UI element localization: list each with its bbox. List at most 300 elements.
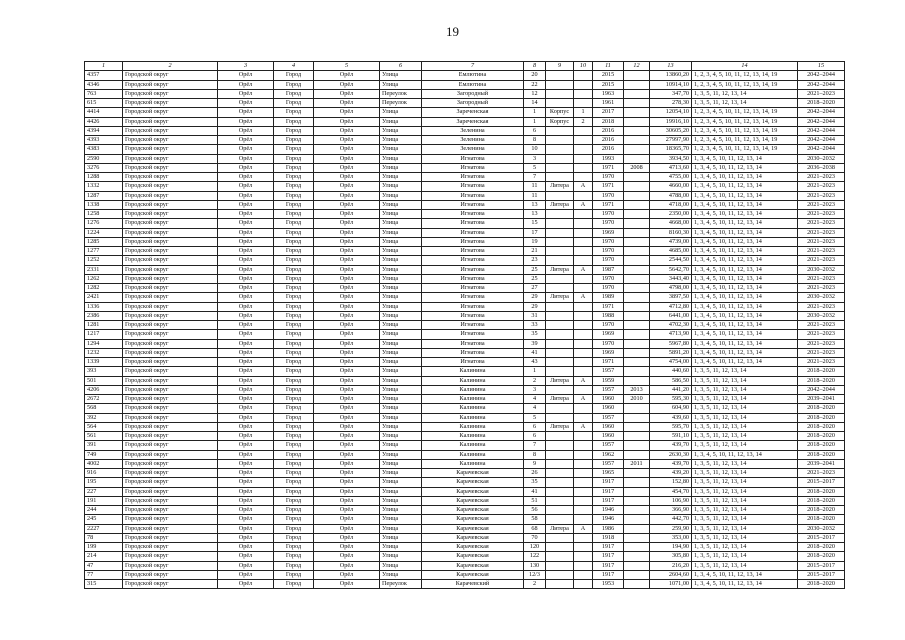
table-cell: 1970: [593, 256, 624, 265]
table-cell: 1, 3, 4, 5, 10, 11, 12, 13, 14: [692, 163, 798, 172]
table-cell: [574, 330, 593, 339]
table-cell: 2030–2032: [798, 154, 845, 163]
table-row: [85, 422, 845, 431]
table-cell: 1: [524, 367, 546, 376]
table-cell: 2018–2020: [798, 367, 845, 376]
table-cell: 2042–2044: [798, 145, 845, 154]
table-cell: Городской округ: [123, 228, 218, 237]
table-cell: [574, 191, 593, 200]
table-cell: 2018: [593, 117, 624, 126]
table-cell: Городской округ: [123, 432, 218, 441]
table-cell: Зареченская: [422, 108, 524, 117]
table-cell: 1, 3, 4, 5, 10, 11, 12, 13, 14: [692, 274, 798, 283]
table-cell: [574, 247, 593, 256]
table-cell: [574, 311, 593, 320]
table-cell: Улица: [380, 404, 422, 413]
table-row: [85, 487, 845, 496]
column-header: 8: [524, 62, 546, 71]
table-cell: Городской округ: [123, 200, 218, 209]
table-cell: 4739,00: [650, 237, 692, 246]
table-row: [85, 256, 845, 265]
table-cell: 561: [85, 432, 123, 441]
table-cell: [624, 321, 650, 330]
table-cell: 14: [524, 99, 546, 108]
table-cell: [574, 561, 593, 570]
table-cell: 2018–2020: [798, 432, 845, 441]
table-cell: Улица: [380, 515, 422, 524]
table-cell: Улица: [380, 117, 422, 126]
table-cell: 1961: [593, 99, 624, 108]
table-cell: Городской округ: [123, 293, 218, 302]
table-cell: [546, 469, 574, 478]
table-cell: [574, 80, 593, 89]
table-cell: Городской округ: [123, 80, 218, 89]
table-row: [85, 99, 845, 108]
table-cell: 1, 3, 5, 11, 12, 13, 14: [692, 552, 798, 561]
table-cell: 1957: [593, 413, 624, 422]
table-row: [85, 71, 845, 80]
table-cell: [624, 404, 650, 413]
table-cell: 1969: [593, 330, 624, 339]
table-cell: 1989: [593, 293, 624, 302]
table-cell: 4394: [85, 126, 123, 135]
table-cell: Улица: [380, 154, 422, 163]
table-cell: Городской округ: [123, 496, 218, 505]
table-cell: Городской округ: [123, 385, 218, 394]
table-cell: Карачевская: [422, 543, 524, 552]
table-cell: Городской округ: [123, 330, 218, 339]
table-cell: Игнатова: [422, 154, 524, 163]
table-cell: 278,30: [650, 99, 692, 108]
table-row: [85, 126, 845, 135]
table-cell: 2017: [593, 108, 624, 117]
table-cell: Орёл: [314, 543, 380, 552]
table-cell: [624, 302, 650, 311]
table-cell: Игнатова: [422, 293, 524, 302]
table-cell: 194,90: [650, 543, 692, 552]
table-cell: Орёл: [218, 247, 274, 256]
table-cell: Орёл: [218, 219, 274, 228]
table-cell: 2015–2017: [798, 478, 845, 487]
table-cell: Орёл: [218, 543, 274, 552]
table-cell: 1, 3, 5, 11, 12, 13, 14: [692, 367, 798, 376]
table-cell: Улица: [380, 182, 422, 191]
table-cell: [574, 506, 593, 515]
table-cell: Улица: [380, 496, 422, 505]
table-cell: [624, 274, 650, 283]
table-row: [85, 173, 845, 182]
table-cell: 2021–2023: [798, 321, 845, 330]
table-cell: 1969: [593, 228, 624, 237]
table-row: [85, 506, 845, 515]
table-cell: 305,80: [650, 552, 692, 561]
table-cell: 615: [85, 99, 123, 108]
table-cell: 4383: [85, 145, 123, 154]
table-cell: Орёл: [314, 450, 380, 459]
table-cell: Орёл: [218, 126, 274, 135]
table-cell: 2021–2023: [798, 210, 845, 219]
table-cell: Городской округ: [123, 284, 218, 293]
table-cell: Орёл: [218, 506, 274, 515]
table-row: [85, 89, 845, 98]
table-cell: 29: [524, 293, 546, 302]
table-cell: Городской округ: [123, 580, 218, 589]
table-cell: 1281: [85, 321, 123, 330]
table-cell: Город: [274, 293, 314, 302]
table-cell: 1, 3, 5, 11, 12, 13, 14: [692, 515, 798, 524]
table-cell: 1232: [85, 348, 123, 357]
table-cell: Орёл: [218, 330, 274, 339]
table-cell: Городской округ: [123, 210, 218, 219]
table-cell: Улица: [380, 274, 422, 283]
table-cell: [624, 80, 650, 89]
table-cell: 1, 3, 4, 5, 10, 11, 12, 13, 14: [692, 228, 798, 237]
table-row: [85, 321, 845, 330]
table-cell: Зеленина: [422, 126, 524, 135]
column-header: 1: [85, 62, 123, 71]
table-cell: 1970: [593, 219, 624, 228]
table-cell: Улица: [380, 302, 422, 311]
table-row: [85, 182, 845, 191]
table-cell: 2042–2044: [798, 71, 845, 80]
table-cell: Орёл: [314, 71, 380, 80]
table-cell: 2030–2032: [798, 311, 845, 320]
table-cell: [546, 441, 574, 450]
table-cell: 2021–2023: [798, 228, 845, 237]
table-cell: 2021–2023: [798, 237, 845, 246]
table-cell: Городской округ: [123, 71, 218, 80]
table-cell: [624, 478, 650, 487]
table-cell: Город: [274, 543, 314, 552]
table-cell: [546, 191, 574, 200]
table-cell: [624, 191, 650, 200]
table-cell: [624, 182, 650, 191]
table-cell: Город: [274, 302, 314, 311]
table-cell: Орёл: [218, 533, 274, 542]
table-cell: Город: [274, 385, 314, 394]
table-cell: 4668,00: [650, 219, 692, 228]
table-cell: 1970: [593, 284, 624, 293]
table-cell: 19916,10: [650, 117, 692, 126]
table-cell: Улица: [380, 561, 422, 570]
table-cell: Орёл: [218, 450, 274, 459]
table-cell: 1917: [593, 487, 624, 496]
table-cell: Орёл: [218, 422, 274, 431]
table-cell: Городской округ: [123, 404, 218, 413]
table-cell: Город: [274, 145, 314, 154]
table-cell: [574, 99, 593, 108]
table-cell: Городской округ: [123, 441, 218, 450]
table-cell: Орёл: [314, 533, 380, 542]
table-cell: Город: [274, 506, 314, 515]
table-cell: [574, 432, 593, 441]
table-cell: Город: [274, 459, 314, 468]
table-cell: Орёл: [314, 136, 380, 145]
table-cell: 227: [85, 487, 123, 496]
table-cell: [574, 154, 593, 163]
table-cell: 2011: [624, 459, 650, 468]
table-cell: [624, 247, 650, 256]
table-cell: 1986: [593, 524, 624, 533]
table-cell: 5642,70: [650, 265, 692, 274]
table-cell: 13: [524, 200, 546, 209]
table-cell: 1917: [593, 496, 624, 505]
table-cell: 2021–2023: [798, 182, 845, 191]
table-cell: Орёл: [218, 228, 274, 237]
table-cell: [624, 413, 650, 422]
table-row: [85, 237, 845, 246]
table-cell: 568: [85, 404, 123, 413]
table-cell: 1, 3, 5, 11, 12, 13, 14: [692, 543, 798, 552]
table-cell: Городской округ: [123, 478, 218, 487]
table-row: [85, 191, 845, 200]
table-cell: Город: [274, 321, 314, 330]
table-cell: 19: [524, 237, 546, 246]
table-cell: Литера: [546, 422, 574, 431]
table-cell: 2015: [593, 71, 624, 80]
table-cell: 7: [524, 441, 546, 450]
table-cell: 2018–2020: [798, 496, 845, 505]
table-cell: 35: [524, 478, 546, 487]
table-cell: Город: [274, 580, 314, 589]
table-cell: 2331: [85, 265, 123, 274]
table-cell: Орёл: [314, 385, 380, 394]
table-cell: [624, 441, 650, 450]
table-cell: 2030–2032: [798, 524, 845, 533]
table-cell: Городской округ: [123, 515, 218, 524]
table-cell: 2021–2023: [798, 469, 845, 478]
table-cell: 25: [524, 274, 546, 283]
table-cell: Город: [274, 274, 314, 283]
table-cell: 1, 3, 4, 5, 10, 11, 12, 13, 14: [692, 311, 798, 320]
table-cell: Калинина: [422, 367, 524, 376]
table-cell: 1332: [85, 182, 123, 191]
table-cell: Город: [274, 367, 314, 376]
table-cell: [546, 89, 574, 98]
table-cell: Городской округ: [123, 117, 218, 126]
table-cell: 1, 3, 4, 5, 10, 11, 12, 13, 14: [692, 302, 798, 311]
table-row: [85, 478, 845, 487]
table-cell: 33: [524, 321, 546, 330]
table-row: [85, 145, 845, 154]
table-cell: 2042–2044: [798, 117, 845, 126]
table-cell: 1960: [593, 432, 624, 441]
table-cell: 11: [524, 182, 546, 191]
table-row: [85, 274, 845, 283]
table-cell: 1957: [593, 385, 624, 394]
table-row: [85, 348, 845, 357]
table-cell: Калинина: [422, 450, 524, 459]
table-cell: 1957: [593, 441, 624, 450]
table-cell: [546, 580, 574, 589]
table-cell: Орёл: [314, 182, 380, 191]
table-cell: Калинина: [422, 395, 524, 404]
table-cell: 2039–2041: [798, 395, 845, 404]
table-cell: 454,70: [650, 487, 692, 496]
table-cell: Улица: [380, 469, 422, 478]
table-cell: 1962: [593, 450, 624, 459]
table-cell: Игнатова: [422, 173, 524, 182]
table-cell: Литера: [546, 265, 574, 274]
table-cell: [546, 126, 574, 135]
table-cell: 1, 3, 4, 5, 10, 11, 12, 13, 14: [692, 210, 798, 219]
table-cell: 2016: [593, 126, 624, 135]
table-cell: Улица: [380, 376, 422, 385]
table-cell: [546, 570, 574, 579]
table-cell: 2030–2032: [798, 293, 845, 302]
column-header: 11: [593, 62, 624, 71]
table-cell: Улица: [380, 339, 422, 348]
table-cell: 2015–2017: [798, 561, 845, 570]
table-cell: Орёл: [314, 117, 380, 126]
table-cell: Городской округ: [123, 395, 218, 404]
table-cell: Карачевская: [422, 533, 524, 542]
table-cell: 1960: [593, 404, 624, 413]
table-cell: 1282: [85, 284, 123, 293]
table-cell: [624, 293, 650, 302]
table-cell: [574, 450, 593, 459]
table-cell: Улица: [380, 358, 422, 367]
table-cell: Орёл: [218, 256, 274, 265]
table-cell: Орёл: [218, 496, 274, 505]
table-cell: 347,70: [650, 89, 692, 98]
table-cell: [574, 478, 593, 487]
table-cell: [546, 506, 574, 515]
table-cell: Орёл: [314, 228, 380, 237]
column-header: 2: [123, 62, 218, 71]
table-cell: Город: [274, 348, 314, 357]
table-cell: 1, 3, 4, 5, 10, 11, 12, 13, 14: [692, 256, 798, 265]
table-cell: 2018–2020: [798, 422, 845, 431]
table-cell: 1, 3, 4, 5, 10, 11, 12, 13, 14: [692, 219, 798, 228]
table-cell: Игнатова: [422, 163, 524, 172]
table-cell: [546, 450, 574, 459]
table-cell: 1, 3, 5, 11, 12, 13, 14: [692, 89, 798, 98]
table-cell: [574, 163, 593, 172]
table-cell: Городской округ: [123, 163, 218, 172]
table-cell: 2018–2020: [798, 441, 845, 450]
table-cell: [574, 580, 593, 589]
table-cell: 2036–2038: [798, 163, 845, 172]
table-cell: Городской округ: [123, 552, 218, 561]
table-cell: Город: [274, 422, 314, 431]
table-cell: 440,60: [650, 367, 692, 376]
table-cell: Улица: [380, 321, 422, 330]
table-cell: Город: [274, 126, 314, 135]
table-cell: 1970: [593, 321, 624, 330]
table-cell: 749: [85, 450, 123, 459]
table-cell: Орёл: [218, 89, 274, 98]
table-cell: Город: [274, 284, 314, 293]
table-cell: 1224: [85, 228, 123, 237]
table-cell: 17: [524, 228, 546, 237]
table-row: [85, 247, 845, 256]
table-cell: Литера: [546, 293, 574, 302]
table-cell: Орёл: [218, 71, 274, 80]
table-cell: [574, 339, 593, 348]
table-cell: 1, 3, 4, 5, 10, 11, 12, 13, 14: [692, 173, 798, 182]
table-cell: 2544,50: [650, 256, 692, 265]
table-cell: [574, 367, 593, 376]
table-cell: Город: [274, 247, 314, 256]
table-body: [85, 71, 845, 589]
table-cell: 2021–2023: [798, 256, 845, 265]
table-cell: Городской округ: [123, 108, 218, 117]
column-header: 15: [798, 62, 845, 71]
table-cell: Городской округ: [123, 348, 218, 357]
table-cell: 1258: [85, 210, 123, 219]
table-cell: Городской округ: [123, 89, 218, 98]
table-cell: 4002: [85, 459, 123, 468]
table-cell: Орёл: [314, 367, 380, 376]
table-cell: Городской округ: [123, 358, 218, 367]
table-cell: [574, 487, 593, 496]
table-row: [85, 284, 845, 293]
table-cell: Игнатова: [422, 237, 524, 246]
table-row: [85, 450, 845, 459]
table-cell: Калинина: [422, 441, 524, 450]
table-cell: [546, 256, 574, 265]
column-header: 10: [574, 62, 593, 71]
table-cell: 2021–2023: [798, 274, 845, 283]
table-cell: Городской округ: [123, 459, 218, 468]
table-cell: 30605,20: [650, 126, 692, 135]
table-cell: Орёл: [218, 163, 274, 172]
table-cell: Орёл: [314, 302, 380, 311]
table-cell: [546, 274, 574, 283]
table-cell: Карачевский: [422, 580, 524, 589]
table-cell: [546, 533, 574, 542]
table-cell: Литера: [546, 182, 574, 191]
table-cell: 3443,40: [650, 274, 692, 283]
table-cell: Орёл: [314, 422, 380, 431]
table-cell: [546, 145, 574, 154]
table-cell: Карачевская: [422, 524, 524, 533]
table-cell: Карачевская: [422, 487, 524, 496]
table-cell: А: [574, 376, 593, 385]
table-cell: Улица: [380, 432, 422, 441]
table-cell: 1, 3, 5, 11, 12, 13, 14: [692, 561, 798, 570]
table-cell: [624, 210, 650, 219]
table-cell: Улица: [380, 136, 422, 145]
table-cell: 4: [524, 395, 546, 404]
table-cell: 4798,00: [650, 284, 692, 293]
table-cell: Городской округ: [123, 302, 218, 311]
table-cell: Орёл: [314, 293, 380, 302]
table-cell: 1: [574, 108, 593, 117]
table-cell: Город: [274, 311, 314, 320]
table-row: [85, 552, 845, 561]
table-cell: Орёл: [218, 237, 274, 246]
table-cell: 2590: [85, 154, 123, 163]
table-cell: 1, 3, 5, 11, 12, 13, 14: [692, 422, 798, 431]
table-row: [85, 330, 845, 339]
table-cell: 2421: [85, 293, 123, 302]
table-row: [85, 496, 845, 505]
table-cell: Карачевская: [422, 515, 524, 524]
table-cell: Игнатова: [422, 302, 524, 311]
table-cell: 1, 3, 5, 11, 12, 13, 14: [692, 441, 798, 450]
table-cell: 1970: [593, 274, 624, 283]
table-cell: 2630,30: [650, 450, 692, 459]
table-cell: Орёл: [314, 348, 380, 357]
table-cell: 3276: [85, 163, 123, 172]
table-cell: 8: [524, 136, 546, 145]
table-cell: Городской округ: [123, 561, 218, 570]
table-cell: Орёл: [218, 265, 274, 274]
table-cell: 4718,00: [650, 200, 692, 209]
table-cell: [624, 580, 650, 589]
